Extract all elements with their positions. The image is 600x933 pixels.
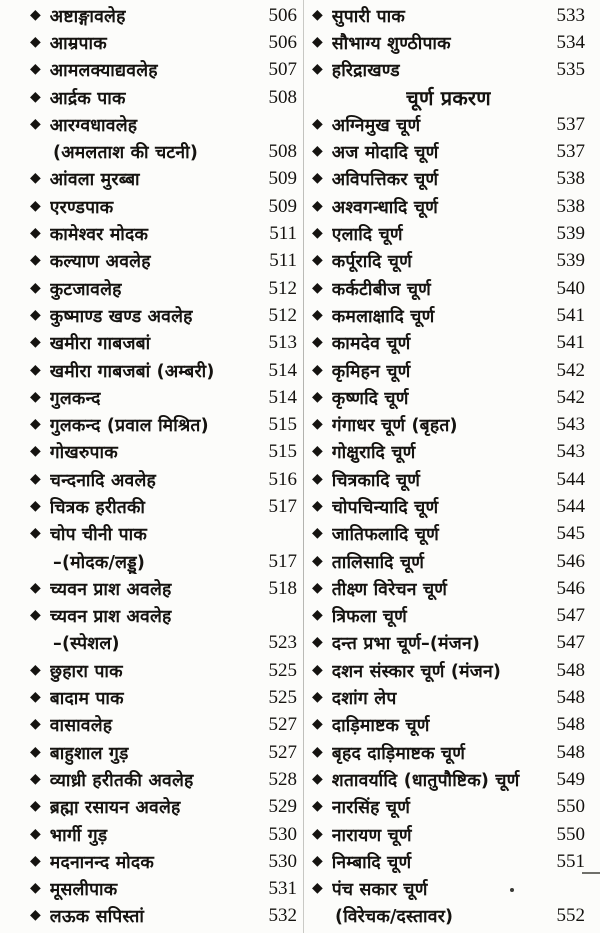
toc-entry — [312, 521, 585, 548]
toc-entry — [312, 548, 585, 575]
diamond-bullet-icon: ◆ — [30, 607, 41, 624]
entry-page-number: 513 — [268, 332, 297, 354]
entry-title: लऊक सपिस्तां — [49, 907, 145, 928]
toc-entry — [30, 848, 297, 875]
toc-entry — [30, 739, 297, 766]
entry-title: गोखरुपाक — [49, 443, 118, 464]
entry-title: आर्द्रक पाक — [49, 88, 126, 109]
entry-title: वासावलेह — [49, 716, 113, 737]
entry-title: कृष्णदि चूर्ण — [331, 388, 409, 409]
diamond-bullet-icon: ◆ — [312, 361, 323, 378]
entry-title: मूसलीपाक — [49, 880, 118, 901]
entry-page-number: 506 — [268, 31, 297, 53]
toc-entry — [312, 384, 585, 411]
entry-title: दाड़िमाष्टक चूर्ण — [331, 716, 430, 737]
scan-artifact-dot — [510, 888, 514, 892]
diamond-bullet-icon: ◆ — [30, 907, 41, 924]
scan-artifact-dash — [582, 872, 600, 874]
entry-title: ब्रह्मा रसायन अवलेह — [49, 798, 181, 819]
diamond-bullet-icon: ◆ — [312, 225, 323, 242]
entry-page-number: 516 — [268, 468, 297, 490]
diamond-bullet-icon: ◆ — [30, 497, 41, 514]
toc-entry — [30, 493, 297, 520]
diamond-bullet-icon: ◆ — [30, 470, 41, 487]
toc-entry-continuation — [312, 903, 585, 930]
entry-page-number: 508 — [268, 86, 297, 108]
entry-title: कर्पूरादि चूर्ण — [331, 252, 412, 273]
entry-page-number: 512 — [268, 304, 297, 326]
diamond-bullet-icon: ◆ — [30, 306, 41, 323]
toc-entry — [30, 220, 297, 247]
entry-page-number: 545 — [556, 523, 585, 545]
entry-title: दन्त प्रभा चूर्ण–(मंजन) — [331, 634, 481, 655]
diamond-bullet-icon: ◆ — [312, 279, 323, 296]
entry-page-number: 543 — [556, 441, 585, 463]
entry-page-number: 548 — [556, 741, 585, 763]
entry-title: चित्रकादि चूर्ण — [331, 470, 421, 491]
entry-title: चित्रक हरीतकी — [49, 497, 146, 518]
diamond-bullet-icon: ◆ — [30, 852, 41, 869]
entry-page-number: 518 — [268, 577, 297, 599]
diamond-bullet-icon: ◆ — [312, 115, 323, 132]
toc-entry — [30, 2, 297, 29]
diamond-bullet-icon: ◆ — [30, 716, 41, 733]
entry-page-number: 512 — [268, 277, 297, 299]
entry-title: सौभाग्य शुण्ठीपाक — [331, 33, 451, 54]
entry-title: दशन संस्कार चूर्ण (मंजन) — [331, 661, 502, 682]
entry-title: खमीरा गाबजबां — [49, 334, 151, 355]
diamond-bullet-icon: ◆ — [312, 689, 323, 706]
toc-entry — [30, 575, 297, 602]
entry-page-number: 511 — [269, 250, 297, 272]
toc-entry — [312, 848, 585, 875]
entry-title: बादाम पाक — [49, 689, 124, 710]
entry-page-number: 542 — [556, 359, 585, 381]
entry-title: सुपारी पाक — [331, 6, 405, 27]
diamond-bullet-icon: ◆ — [30, 170, 41, 187]
entry-page-number: 550 — [556, 823, 585, 845]
toc-entry — [30, 384, 297, 411]
diamond-bullet-icon: ◆ — [30, 416, 41, 433]
entry-page-number: 548 — [556, 659, 585, 681]
diamond-bullet-icon: ◆ — [312, 197, 323, 214]
entry-title: बृहद दाड़िमाष्टक चूर्ण — [331, 743, 466, 764]
diamond-bullet-icon: ◆ — [30, 6, 41, 23]
entry-page-number: 544 — [556, 468, 585, 490]
toc-entry — [30, 876, 297, 903]
diamond-bullet-icon: ◆ — [30, 388, 41, 405]
diamond-bullet-icon: ◆ — [312, 470, 323, 487]
diamond-bullet-icon: ◆ — [312, 798, 323, 815]
entry-page-number: 548 — [556, 714, 585, 736]
diamond-bullet-icon: ◆ — [30, 334, 41, 351]
diamond-bullet-icon: ◆ — [312, 525, 323, 542]
entry-title: अविपत्तिकर चूर्ण — [331, 170, 439, 191]
toc-entry — [312, 275, 585, 302]
entry-page-number: 529 — [268, 796, 297, 818]
toc-entry — [30, 794, 297, 821]
toc-entry — [30, 821, 297, 848]
toc-entry — [312, 712, 585, 739]
diamond-bullet-icon: ◆ — [312, 170, 323, 187]
entry-title: चोपचिन्यादि चूर्ण — [331, 497, 439, 518]
entry-title: चोप चीनी पाक — [49, 525, 147, 546]
diamond-bullet-icon: ◆ — [30, 225, 41, 242]
toc-entry — [312, 466, 585, 493]
entry-title: –(मोदक/लड्डू) — [53, 552, 146, 573]
diamond-bullet-icon: ◆ — [30, 798, 41, 815]
entry-page-number: 527 — [268, 714, 297, 736]
toc-entry — [30, 411, 297, 438]
toc-entry — [30, 466, 297, 493]
entry-page-number: 537 — [556, 141, 585, 163]
entry-title: बाहुशाल गुड़ — [49, 743, 129, 764]
toc-entry — [312, 684, 585, 711]
toc-entry — [30, 166, 297, 193]
toc-entry — [312, 766, 585, 793]
toc-entry — [30, 84, 297, 111]
entry-title: त्रिफला चूर्ण — [331, 607, 407, 628]
entry-title: तालिसादि चूर्ण — [331, 552, 425, 573]
diamond-bullet-icon: ◆ — [30, 880, 41, 897]
section-heading — [312, 84, 585, 111]
toc-entry — [312, 575, 585, 602]
toc-entry — [30, 521, 297, 548]
entry-title: कामेश्वर मोदक — [49, 225, 149, 246]
entry-title: अग्निमुख चूर्ण — [331, 115, 421, 136]
toc-entry — [312, 166, 585, 193]
toc-entry — [30, 903, 297, 930]
entry-page-number: 538 — [556, 195, 585, 217]
entry-page-number: 525 — [268, 687, 297, 709]
diamond-bullet-icon: ◆ — [312, 852, 323, 869]
diamond-bullet-icon: ◆ — [312, 825, 323, 842]
entry-title: अश्वगन्धादि चूर्ण — [331, 197, 438, 218]
toc-entry — [30, 57, 297, 84]
entry-page-number: 547 — [556, 632, 585, 654]
toc-entry — [30, 684, 297, 711]
diamond-bullet-icon: ◆ — [312, 306, 323, 323]
diamond-bullet-icon: ◆ — [312, 252, 323, 269]
toc-entry-continuation — [30, 630, 297, 657]
toc-entry — [312, 248, 585, 275]
entry-page-number: 539 — [556, 223, 585, 245]
toc-entry — [312, 439, 585, 466]
diamond-bullet-icon: ◆ — [30, 197, 41, 214]
toc-entry — [312, 493, 585, 520]
diamond-bullet-icon: ◆ — [30, 88, 41, 105]
entry-page-number: 546 — [556, 550, 585, 572]
diamond-bullet-icon: ◆ — [30, 770, 41, 787]
toc-entry — [312, 657, 585, 684]
toc-entry — [312, 111, 585, 138]
entry-title: (विरेचक/दस्तावर) — [335, 907, 454, 928]
toc-entry — [30, 712, 297, 739]
entry-page-number: 552 — [556, 905, 585, 927]
entry-title: चन्दनादि अवलेह — [49, 470, 157, 491]
index-column-right — [304, 0, 600, 933]
entry-title: अज मोदादि चूर्ण — [331, 143, 439, 164]
diamond-bullet-icon: ◆ — [312, 61, 323, 78]
entry-title: नारसिंह चूर्ण — [331, 798, 411, 819]
entry-page-number: 550 — [556, 796, 585, 818]
toc-entry — [312, 57, 585, 84]
toc-entry — [30, 275, 297, 302]
entry-title: गोक्षुरादि चूर्ण — [331, 443, 416, 464]
toc-entry — [30, 657, 297, 684]
diamond-bullet-icon: ◆ — [312, 716, 323, 733]
entry-title: छुहारा पाक — [49, 661, 123, 682]
entry-page-number: 546 — [556, 577, 585, 599]
toc-entry — [30, 29, 297, 56]
entry-page-number: 541 — [556, 332, 585, 354]
entry-page-number: 543 — [556, 414, 585, 436]
toc-entry — [30, 302, 297, 329]
toc-entry — [312, 2, 585, 29]
toc-entry — [312, 794, 585, 821]
entry-title: पंच सकार चूर्ण — [331, 880, 428, 901]
diamond-bullet-icon: ◆ — [312, 388, 323, 405]
entry-title: शतावर्यादि (धातुपौष्टिक) चूर्ण — [331, 770, 520, 791]
toc-entry — [312, 138, 585, 165]
toc-entry — [312, 630, 585, 657]
entry-page-number: 551 — [556, 850, 585, 872]
entry-title: च्यवन प्राश अवलेह — [49, 579, 172, 600]
toc-entry — [30, 111, 297, 138]
entry-page-number: 528 — [268, 768, 297, 790]
entry-page-number: 547 — [556, 605, 585, 627]
toc-entry — [312, 739, 585, 766]
toc-entry-continuation — [30, 138, 297, 165]
diamond-bullet-icon: ◆ — [30, 661, 41, 678]
section-heading-label: चूर्ण प्रकरण — [406, 86, 491, 111]
entry-title: कामदेव चूर्ण — [331, 334, 411, 355]
entry-title: गुलकन्द — [49, 388, 101, 409]
column-divider-line — [303, 0, 304, 933]
entry-page-number: 542 — [556, 386, 585, 408]
entry-page-number: 507 — [268, 59, 297, 81]
diamond-bullet-icon: ◆ — [312, 334, 323, 351]
diamond-bullet-icon: ◆ — [312, 6, 323, 23]
entry-page-number: 514 — [268, 359, 297, 381]
entry-page-number: 541 — [556, 304, 585, 326]
toc-entry — [312, 603, 585, 630]
entry-page-number: 517 — [268, 550, 297, 572]
entry-page-number: 533 — [556, 4, 585, 26]
diamond-bullet-icon: ◆ — [30, 525, 41, 542]
toc-entry — [30, 357, 297, 384]
entry-title: तीक्ष्ण विरेचन चूर्ण — [331, 579, 448, 600]
entry-title: कर्कटीबीज चूर्ण — [331, 279, 431, 300]
diamond-bullet-icon: ◆ — [312, 33, 323, 50]
entry-title: कृमिहन चूर्ण — [331, 361, 411, 382]
entry-page-number: 511 — [269, 223, 297, 245]
toc-entry — [30, 603, 297, 630]
diamond-bullet-icon: ◆ — [30, 61, 41, 78]
entry-page-number: 540 — [556, 277, 585, 299]
entry-title: च्यवन प्राश अवलेह — [49, 607, 172, 628]
toc-entry — [30, 330, 297, 357]
entry-title: खमीरा गाबजबां (अम्बरी) — [49, 361, 215, 382]
entry-page-number: 548 — [556, 687, 585, 709]
entry-title: दशांग लेप — [331, 689, 397, 710]
diamond-bullet-icon: ◆ — [312, 880, 323, 897]
entry-page-number: 506 — [268, 4, 297, 26]
entry-title: गुलकन्द (प्रवाल मिश्रित) — [49, 416, 209, 437]
entry-title: निम्बादि चूर्ण — [331, 852, 412, 873]
entry-title: कुष्माण्ड खण्ड अवलेह — [49, 306, 193, 327]
entry-title: एरण्डपाक — [49, 197, 114, 218]
diamond-bullet-icon: ◆ — [312, 552, 323, 569]
entry-page-number: 549 — [556, 768, 585, 790]
toc-entry — [312, 302, 585, 329]
toc-entry — [312, 357, 585, 384]
entry-title: –(स्पेशल) — [53, 634, 120, 655]
diamond-bullet-icon: ◆ — [30, 252, 41, 269]
diamond-bullet-icon: ◆ — [312, 416, 323, 433]
entry-page-number: 535 — [556, 59, 585, 81]
diamond-bullet-icon: ◆ — [30, 115, 41, 132]
diamond-bullet-icon: ◆ — [30, 579, 41, 596]
entry-page-number: 517 — [268, 495, 297, 517]
toc-entry — [312, 411, 585, 438]
entry-title: गंगाधर चूर्ण (बृहत) — [331, 416, 458, 437]
entry-title: एलादि चूर्ण — [331, 225, 403, 246]
entry-page-number: 532 — [268, 905, 297, 927]
entry-page-number: 515 — [268, 441, 297, 463]
diamond-bullet-icon: ◆ — [30, 743, 41, 760]
toc-entry — [312, 876, 585, 903]
toc-entry — [312, 821, 585, 848]
entry-page-number: 523 — [268, 632, 297, 654]
entry-page-number: 527 — [268, 741, 297, 763]
entry-page-number: 525 — [268, 659, 297, 681]
entry-page-number: 530 — [268, 850, 297, 872]
entry-page-number: 514 — [268, 386, 297, 408]
entry-title: हरिद्राखण्ड — [331, 61, 400, 82]
diamond-bullet-icon: ◆ — [312, 661, 323, 678]
entry-title: भार्गी गुड़ — [49, 825, 108, 846]
diamond-bullet-icon: ◆ — [30, 279, 41, 296]
entry-page-number: 508 — [268, 141, 297, 163]
entry-title: नारायण चूर्ण — [331, 825, 412, 846]
toc-entry — [312, 193, 585, 220]
entry-page-number: 509 — [268, 195, 297, 217]
diamond-bullet-icon: ◆ — [30, 33, 41, 50]
diamond-bullet-icon: ◆ — [30, 689, 41, 706]
entry-page-number: 534 — [556, 31, 585, 53]
entry-title: आंवला मुरब्बा — [49, 170, 140, 191]
toc-entry — [30, 193, 297, 220]
toc-entry — [312, 220, 585, 247]
entry-title: कल्याण अवलेह — [49, 252, 151, 273]
entry-title: आम्रपाक — [49, 33, 107, 54]
diamond-bullet-icon: ◆ — [312, 634, 323, 651]
diamond-bullet-icon: ◆ — [312, 607, 323, 624]
diamond-bullet-icon: ◆ — [312, 143, 323, 160]
diamond-bullet-icon: ◆ — [312, 497, 323, 514]
diamond-bullet-icon: ◆ — [312, 579, 323, 596]
entry-title: कुटजावलेह — [49, 279, 122, 300]
entry-title: आरग्वधावलेह — [49, 115, 138, 136]
entry-page-number: 515 — [268, 414, 297, 436]
diamond-bullet-icon: ◆ — [30, 825, 41, 842]
toc-entry — [30, 439, 297, 466]
entry-title: व्याध्री हरीतकी अवलेह — [49, 770, 194, 791]
entry-title: जातिफलादि चूर्ण — [331, 525, 439, 546]
diamond-bullet-icon: ◆ — [30, 361, 41, 378]
entry-page-number: 537 — [556, 113, 585, 135]
entry-page-number: 509 — [268, 168, 297, 190]
toc-entry — [312, 330, 585, 357]
toc-entry — [30, 766, 297, 793]
diamond-bullet-icon: ◆ — [312, 770, 323, 787]
entry-title: मदनानन्द मोदक — [49, 852, 155, 873]
diamond-bullet-icon: ◆ — [312, 743, 323, 760]
entry-page-number: 539 — [556, 250, 585, 272]
diamond-bullet-icon: ◆ — [30, 443, 41, 460]
entry-page-number: 544 — [556, 495, 585, 517]
entry-page-number: 538 — [556, 168, 585, 190]
toc-entry — [30, 248, 297, 275]
toc-entry — [312, 29, 585, 56]
diamond-bullet-icon: ◆ — [312, 443, 323, 460]
entry-title: कमलाक्षादि चूर्ण — [331, 306, 435, 327]
entry-title: आमलक्याद्यवलेह — [49, 61, 158, 82]
entry-page-number: 531 — [268, 878, 297, 900]
entry-title: अष्टाङ्गावलेह — [49, 6, 126, 27]
entry-title: (अमलताश की चटनी) — [53, 143, 199, 164]
toc-entry-continuation — [30, 548, 297, 575]
entry-page-number: 530 — [268, 823, 297, 845]
